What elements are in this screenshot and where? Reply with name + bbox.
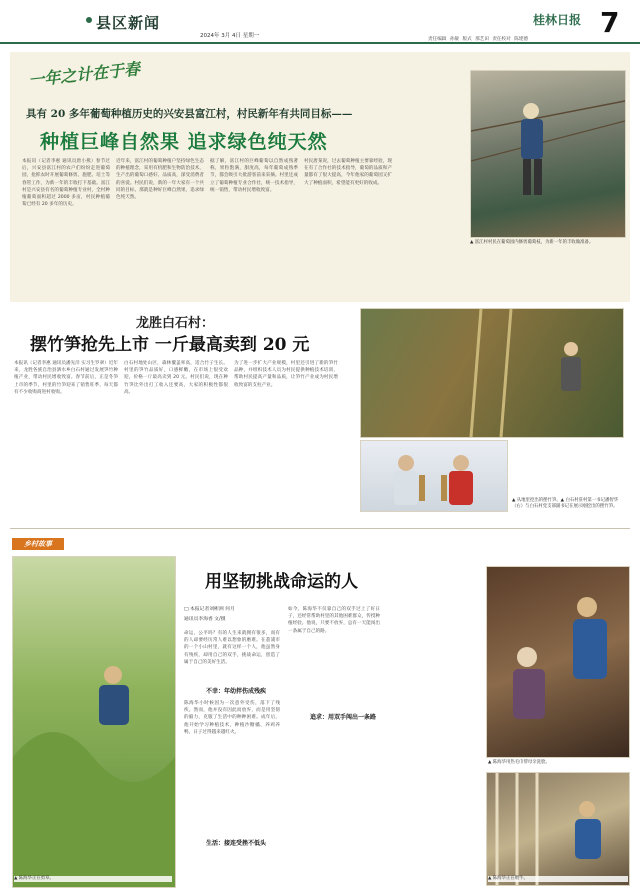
story3-byline-1: □ 本报记者刘彬洲 何月	[184, 607, 235, 612]
editor-credits: 责任编辑 孙敏 版式 那艺田 责任校对 陈建德	[428, 37, 528, 42]
newspaper-logo: 桂林日报	[533, 13, 582, 27]
bamboo-field-photo	[360, 308, 624, 438]
section-name: 县区新闻	[96, 14, 161, 32]
story3-body-col3: 如今，陈海华不仅靠自己的双手过上了好日子，还经常帮助村里的其他困难群众，传授种植经验。他说，只要不放弃，总有一天能闯出一条属于自己的路。	[288, 607, 380, 634]
story1-body-col2: 近年来，富江村的葡萄种植户坚持绿色生态的种植理念，采用有机肥和生物防治技术，生产出的葡萄口感好、品质高，深受消费者的喜爱。村民们说，新的一年大家有一个共同的目标，那就是种好巨峰自然果，追求绿色纯天然。	[116, 159, 204, 201]
section-dot-icon	[86, 17, 92, 23]
column-label: 一年之计在于春	[27, 59, 141, 90]
story3-right-caption-2: ▲ 陈海华正在喂牛。	[488, 876, 628, 882]
story3-subhead-3: 追求：用双手闯出一条路	[310, 714, 377, 721]
issue-date: 2024年 3月 4日 星期一	[200, 33, 260, 39]
story2-photo-caption: ▲ 从地里挖出的摆竹笋。▲ 白石村驻村第一书记潘智华（右）与白石村党支部副书记在展示刚挖出的摆竹笋。	[512, 498, 619, 510]
story1-body-col3: 据了解，富江村的巨峰葡萄以自然成熟著称，果粒饱满，甜度高，每年葡萄成熟季节，都会吸引大批游客前来采摘。村里还成立了葡萄种植专业合作社，统一技术指导，统一销售，带动村民增收致富。	[210, 159, 298, 193]
two-men-icon	[361, 441, 507, 511]
story2-body-col2: 白石村地处山区，森林覆盖率高，适合竹子生长。村里的笋竹品质好，口感鲜嫩，在市场上很受欢迎，价格一斤最高卖到 20 元。村民们说，现在种竹笋比外出打工收入还要高，大家的积极性都很高。	[124, 361, 228, 395]
story2-headline: 摆竹笋抢先上市 一斤最高卖到 20 元	[30, 335, 310, 355]
bamboo-shoot-holders-photo	[360, 440, 508, 512]
page-number: 7	[600, 6, 620, 39]
story3-right-caption-1: ▲ 陈海华用热毛巾帮母亲洗脸。	[488, 760, 550, 765]
feeding-cattle-photo	[486, 772, 630, 886]
story3-subhead-2: 生活：接连受挫不低头	[206, 840, 267, 847]
story1-photo-caption: ▲ 富江村村民在葡萄园内修剪葡萄枝，为新一年的丰收做准备。	[470, 240, 594, 245]
section-divider	[10, 528, 630, 529]
man-in-field-icon	[13, 557, 175, 887]
grass-cutting-photo	[12, 556, 176, 888]
cowshed-icon	[487, 773, 629, 885]
story3-subhead-1: 不幸：年幼拌伤成残疾	[206, 688, 267, 695]
story1-body-col1: 本报讯（记者李惠 通讯员唐小燕）春节过后，兴安县富江村的农户们纷纷走进葡萄园，抢抓农时开展葡萄修剪、施肥、培土等春管工作，为新一年的丰收打下基础。富江村是兴安县有名的葡萄种植专业村，全村种植葡萄面积超过 2000 多亩，村民种植葡萄已经有 20 多年的历史。	[22, 159, 110, 208]
caregiver-icon	[487, 567, 629, 757]
farmer-figure-icon	[471, 71, 625, 237]
story3-body-col1: 命运，公平吗？有的人生来就拥有很多，而有的人却要经历常人难以想象的磨难。在荔浦市的一个小山村里，就有这样一个人，他虽然身有残疾，却用自己的双手，挑战命运，创造了属于自己的美好生活。	[184, 631, 280, 665]
story2-body-col1: 本报讯（记者李惠 通讯员潘先洋 实习生罗翠）近年来，龙胜各族自治县泗水乡白石村通过发展笋竹种植产业，带动村民增收致富。春节前后，正是冬笋上市的季节，村里的竹笋迎来了销售旺季，每天都有不少收购商进村收购。	[14, 361, 118, 395]
bamboo-dig-icon	[361, 309, 623, 437]
story1-body-col4: 村民唐某说，过去葡萄种植主要靠经验，现在有了合作社的技术指导，葡萄的品质和产量都有了很大提高，今年他家的葡萄园又扩大了种植面积，希望能有更好的收成。	[304, 159, 392, 186]
story3-section-label: 乡村故事	[12, 538, 64, 550]
story3-byline-2: 通讯员李海香 文/摄	[184, 617, 226, 622]
story3-body-col2: 陈海华小时候因为一次意外受伤，落下了残疾。然而，他并没有因此而放弃，而是用坚韧的毅力，克服了生活中的种种困难。成年后，他开始学习种植技术，种植沙糖橘、养鸡养鸭，日子过得越来越红火。	[184, 701, 280, 735]
story2-body-col3: 为了进一步扩大产业规模，村里还引进了新的笋竹品种，并组织技术人员为村民提供种植技术培训，帮助村民提高产量和品质，让笋竹产业成为村民增收致富的支柱产业。	[234, 361, 338, 388]
mother-care-photo	[486, 566, 630, 758]
vineyard-photo	[470, 70, 626, 238]
story3-left-caption: ▲ 陈海华正在剪草。	[14, 876, 172, 882]
story2-kicker: 龙胜白石村：	[136, 316, 215, 331]
story1-kicker: 具有 20 多年葡萄种植历史的兴安县富江村，村民新年有共同目标——	[26, 108, 353, 120]
story3-headline: 用坚韧挑战命运的人	[205, 572, 358, 592]
story1-headline: 种植巨峰自然果 追求绿色纯天然	[40, 131, 328, 153]
